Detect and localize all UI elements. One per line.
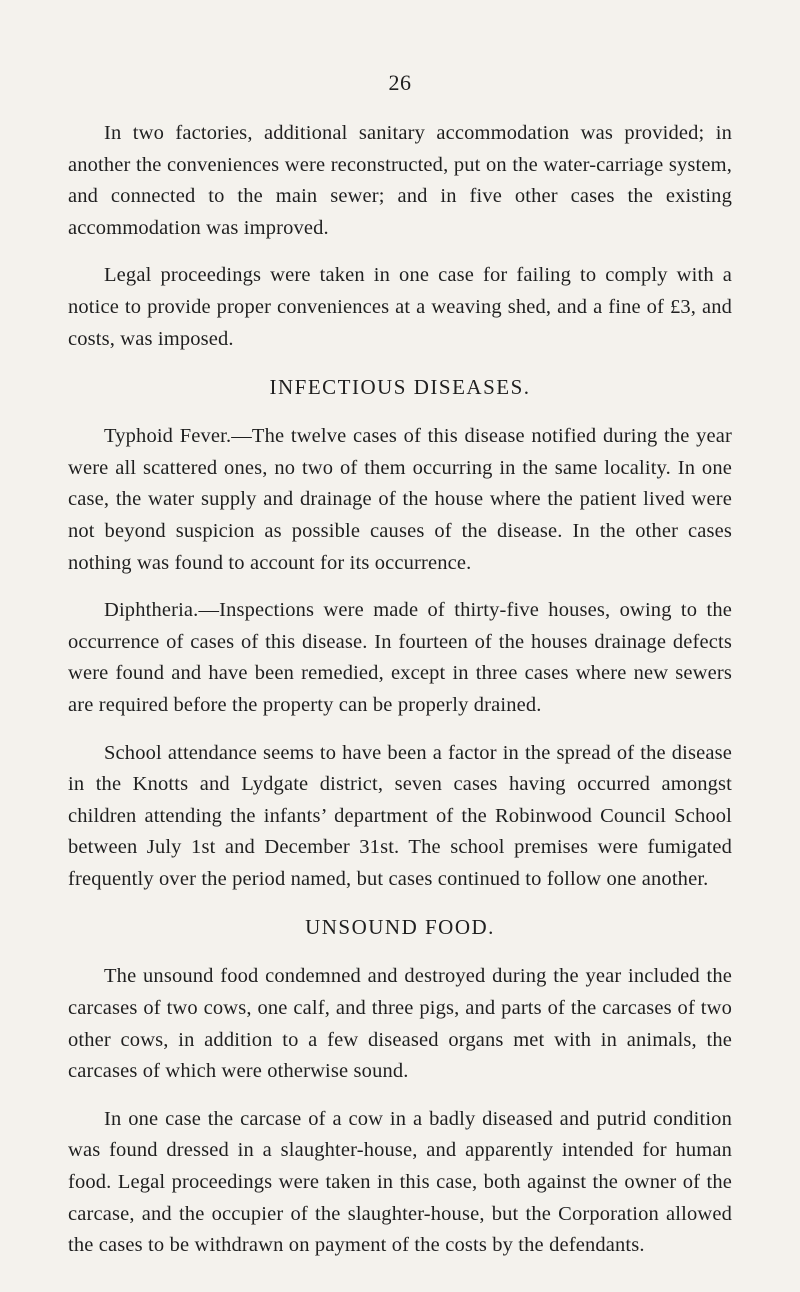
paragraph-text: In two factories, additional sanitary accommodation was provided; in another the conveniences were reconstructed, put on the water-carriage system, and connected to the main sewer; and in five other cases the existing accommodation was improved.	[68, 122, 732, 239]
section-heading-infectious-diseases: INFECTIOUS DISEASES.	[269, 375, 531, 400]
paragraph-text: The unsound food condemned and destroyed during the year included the carcases of two cows, one calf, and three pigs, and parts of the carcases of two other cows, in addition to a few diseased organs met with in animals, the carcases of which were otherwise sound.	[68, 965, 732, 1083]
paragraph-typhoid-fever	[68, 421, 732, 579]
paragraph-text: School attendance seems to have been a factor in the spread of the disease in the Knotts and Lydgate district, seven cases having occurred amongst children attending the infants’ department of the Robinwood Council School between July 1st and December 31st. The school premises were fumigated frequently over the period named, but cases continued to follow one another.	[68, 741, 732, 890]
paragraph-diphtheria	[68, 595, 732, 721]
paragraph-text: Legal proceedings were taken in one case for failing to comply with a notice to provide proper conveniences at a weaving shed, and a fine of £3, and costs, was imposed.	[68, 264, 732, 350]
paragraph-unsound-food-condemned	[68, 961, 732, 1087]
page-number: 26	[388, 70, 412, 95]
paragraph-legal-proceedings	[68, 260, 732, 355]
paragraph-diseased-cow-case	[68, 1104, 732, 1262]
paragraph-sanitary-accommodation	[68, 118, 732, 244]
paragraph-school-attendance	[68, 738, 732, 896]
paragraph-text: —Inspections were made of thirty-five houses, owing to the occurrence of cases of this disease. In fourteen of the houses drainage defects were found and have been remedied, except in three cases where new sewers are required before the property can be properly drained.	[68, 599, 732, 716]
section-heading-unsound-food: UNSOUND FOOD.	[305, 915, 495, 940]
paragraph-text: —The twelve cases of this disease notified during the year were all scattered ones, no two of them occurring in the same locality. In one case, the water supply and drainage of the house where the patient lived were not beyond suspicion as possible causes of the disease. In the other cases nothing was found to account for its occurrence.	[68, 425, 732, 574]
paragraph-text: In one case the carcase of a cow in a badly diseased and putrid condition was found dressed in a slaughter-house, and apparently intended for human food. Legal proceedings were taken in this case, both against the owner of the carcase, and the occupier of the slaughter-house, but the Corporation allowed the cases to be withdrawn on payment of the costs by the defendants.	[68, 1107, 732, 1257]
page-body	[68, 118, 732, 1278]
paragraph-lead-typhoid: Typhoid Fever.	[104, 425, 232, 448]
paragraph-lead-diphtheria: Diphtheria.	[104, 599, 199, 622]
